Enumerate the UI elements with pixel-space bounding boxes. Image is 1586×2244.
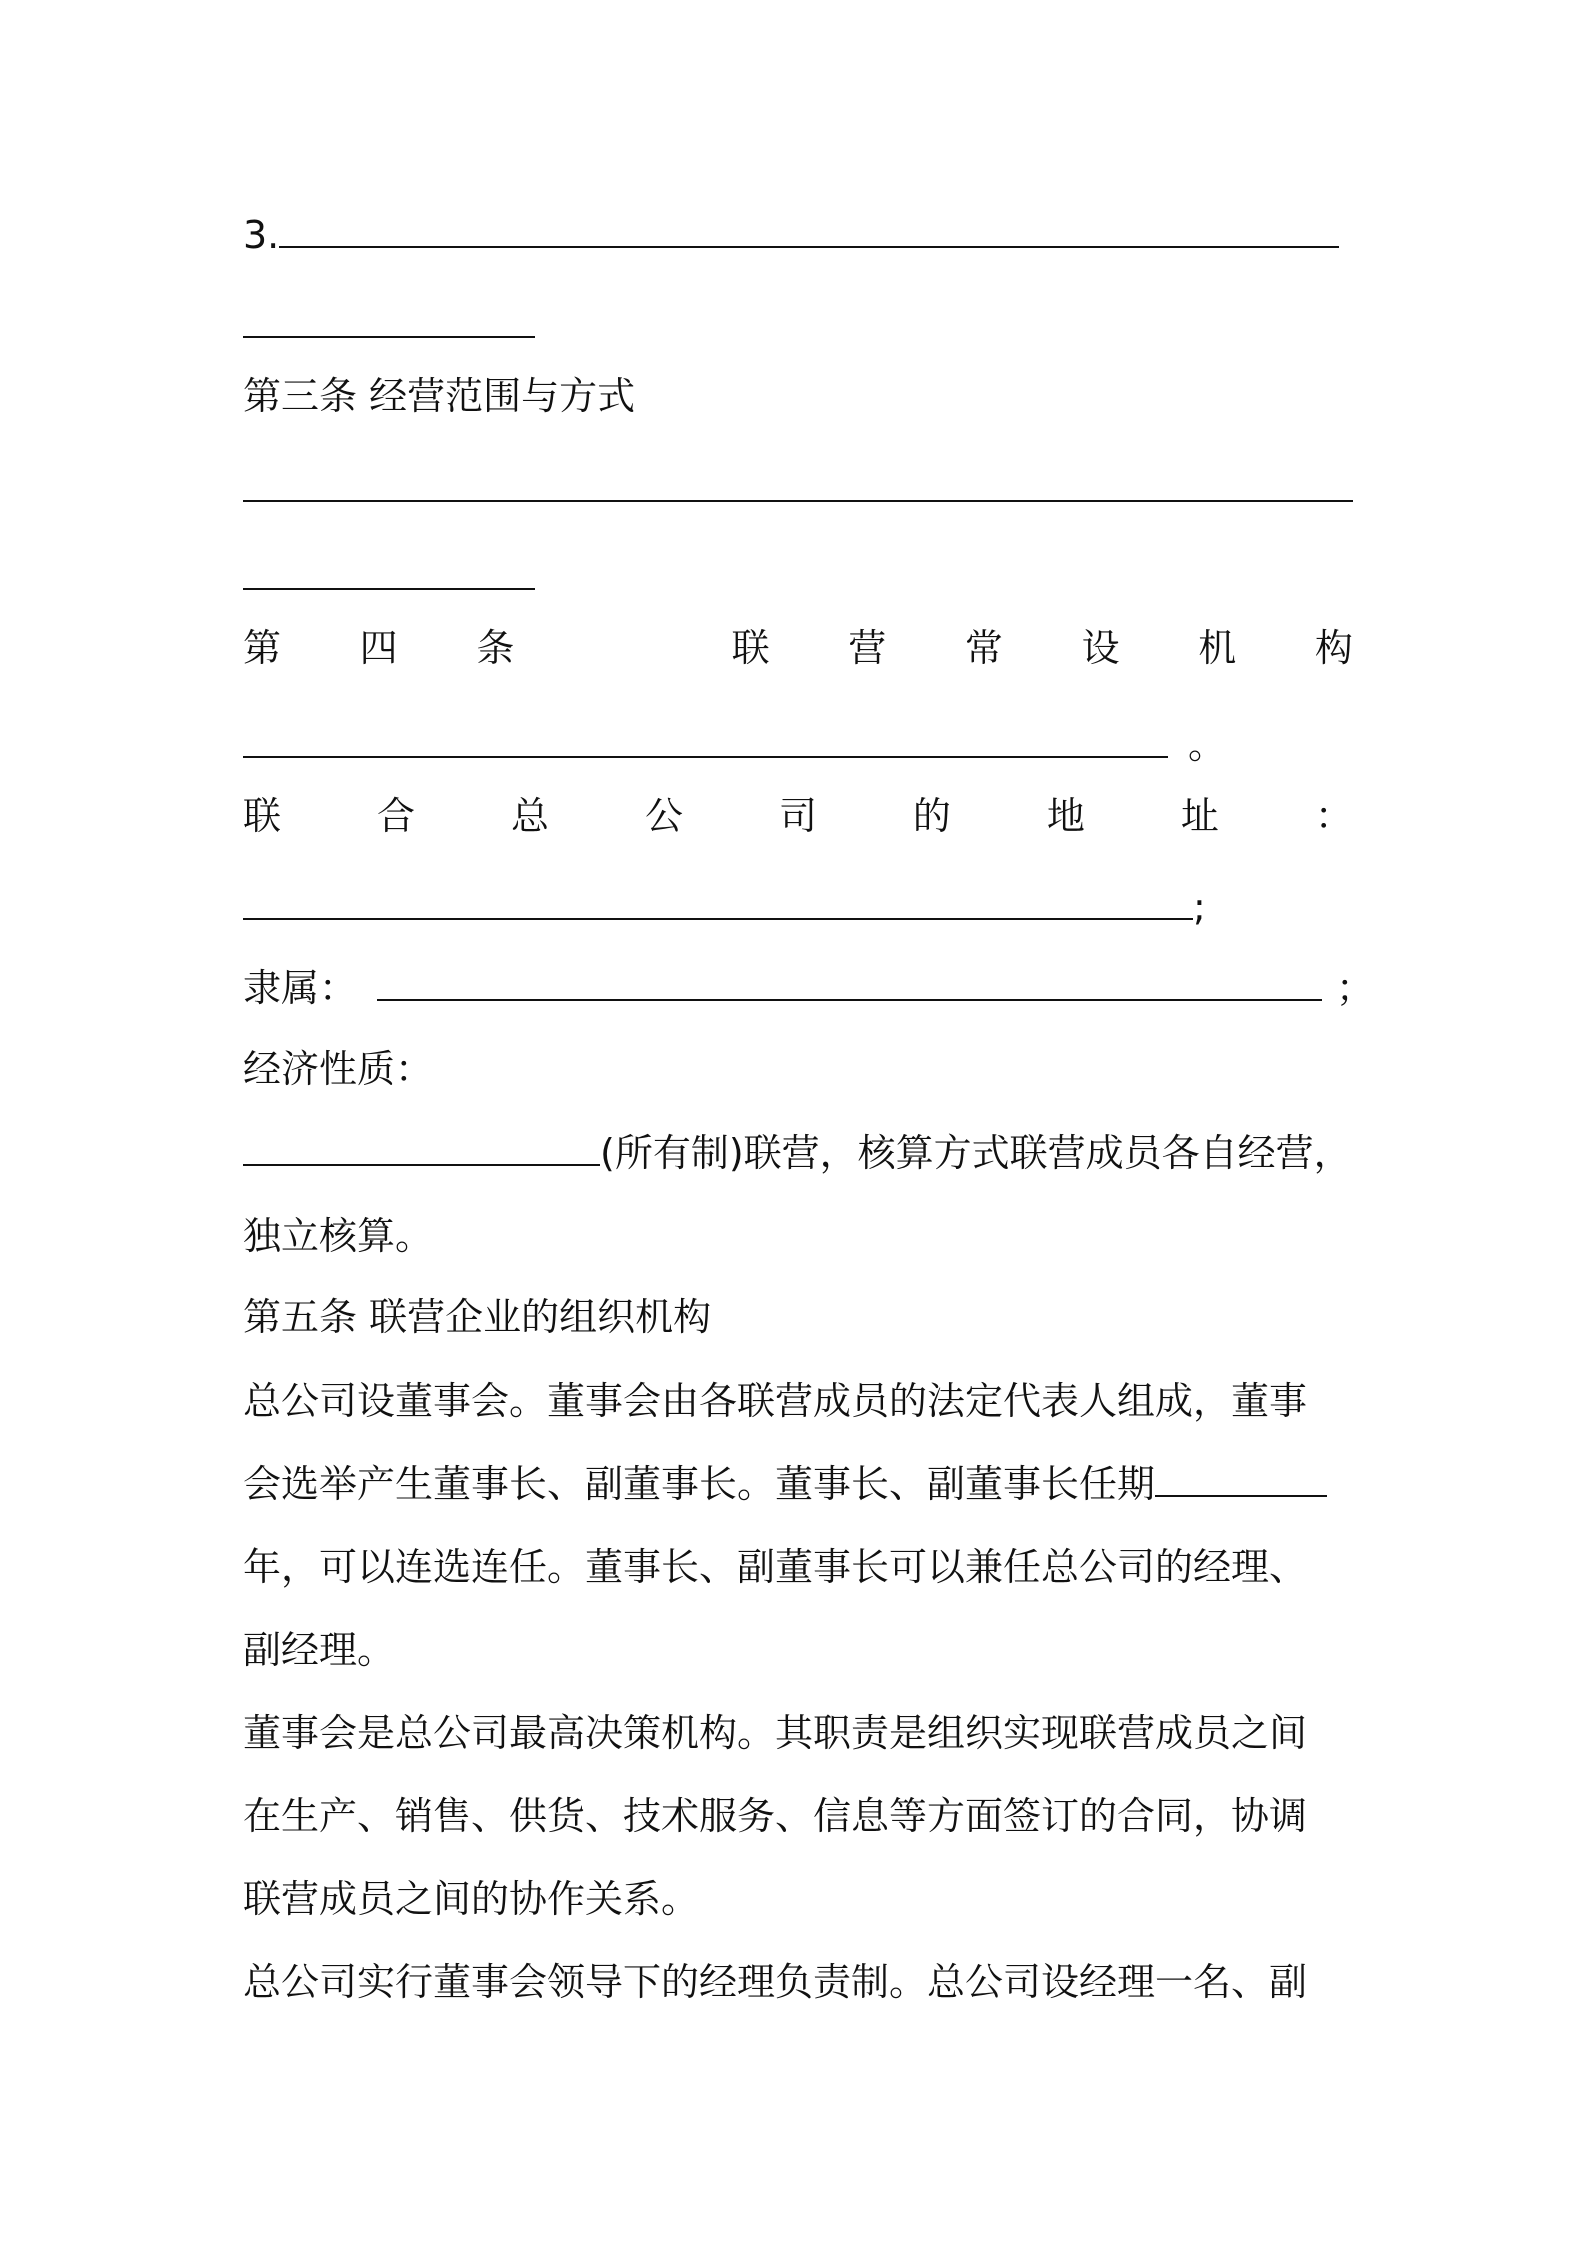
art4-char: 营	[848, 626, 887, 670]
item-3-label: 3.	[243, 213, 280, 257]
paragraph-1-line-4: 副经理。	[243, 1628, 396, 1672]
art4-char: 机	[1198, 626, 1237, 670]
affiliation-label: 隶属：	[243, 966, 358, 1010]
address-char: 合	[376, 794, 415, 838]
art4-char: 构	[1314, 626, 1353, 670]
article-5-heading: 第五条 联营企业的组织机构	[243, 1295, 712, 1339]
paragraph-2-line-3: 联营成员之间的协作关系。	[243, 1877, 700, 1921]
item-3-blank-continued	[243, 336, 535, 338]
address-char: 的	[912, 794, 951, 838]
affiliation-line	[243, 965, 1374, 1011]
address-char: 公	[644, 794, 683, 838]
paragraph-1-line-2-text: 会选举产生董事长、副董事长。董事长、副董事长任期	[243, 1462, 1156, 1506]
paragraph-1-line-2	[243, 1461, 1327, 1507]
article-4-blank	[243, 722, 1168, 758]
economic-nature-text-2: 独立核算。	[243, 1214, 434, 1258]
art4-char: 设	[1081, 626, 1120, 670]
article-4-blank-line	[243, 722, 1226, 768]
economic-nature-line	[243, 1130, 1352, 1176]
address-char: 司	[778, 794, 817, 838]
paragraph-3-line-1: 总公司实行董事会领导下的经理负责制。总公司设经理一名、副	[243, 1960, 1308, 2004]
address-blank-line	[243, 884, 1206, 930]
address-blank	[243, 884, 1193, 920]
article-3-blank-continued	[243, 588, 535, 590]
ownership-blank	[243, 1130, 600, 1166]
paragraph-2-line-2: 在生产、销售、供货、技术服务、信息等方面签订的合同，协调	[243, 1794, 1308, 1838]
art4-char: 四	[359, 626, 398, 670]
address-line	[243, 793, 1353, 839]
affiliation-end: ；	[1336, 966, 1375, 1010]
period: 。	[1188, 723, 1227, 767]
art4-char: 常	[964, 626, 1003, 670]
article-4-heading	[243, 625, 1353, 671]
art4-char: 联	[731, 626, 770, 670]
affiliation-blank	[377, 965, 1322, 1001]
address-char: ：	[1314, 794, 1353, 838]
article-3-heading: 第三条 经营范围与方式	[243, 374, 636, 418]
address-char: 址	[1180, 794, 1219, 838]
address-char: 地	[1046, 794, 1085, 838]
paragraph-2-line-1: 董事会是总公司最高决策机构。其职责是组织实现联营成员之间	[243, 1711, 1308, 1755]
address-char: 总	[510, 794, 549, 838]
art4-char: 第	[243, 626, 282, 670]
item-3-line	[243, 212, 1339, 258]
article-3-blank	[243, 500, 1353, 502]
economic-nature-label: 经济性质：	[243, 1047, 434, 1091]
semicolon: ;	[1193, 885, 1206, 929]
paragraph-1-line-1: 总公司设董事会。董事会由各联营成员的法定代表人组成，董事	[243, 1379, 1308, 1423]
address-char: 联	[243, 794, 282, 838]
paragraph-1-line-3: 年，可以连选连任。董事长、副董事长可以兼任总公司的经理、	[243, 1545, 1308, 1589]
art4-char: 条	[476, 626, 515, 670]
economic-nature-text: (所有制)联营，核算方式联营成员各自经营，	[600, 1131, 1352, 1175]
item-3-blank	[279, 212, 1339, 248]
term-blank	[1155, 1461, 1327, 1497]
